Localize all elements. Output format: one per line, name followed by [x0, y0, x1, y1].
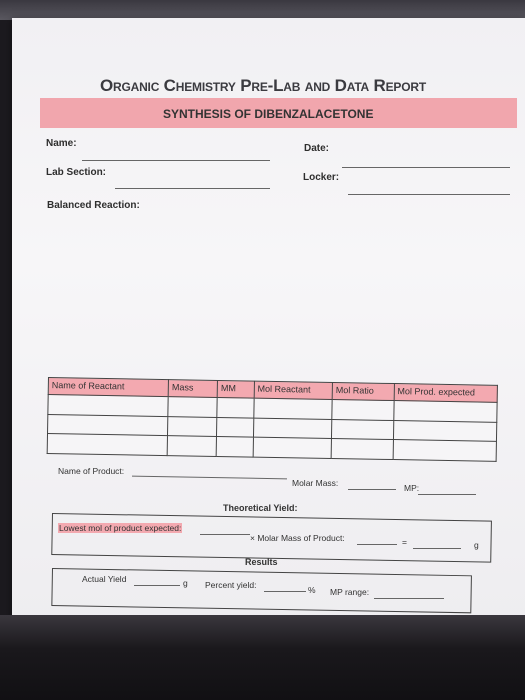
table-cell[interactable]: [253, 418, 332, 439]
table-cell[interactable]: [332, 400, 394, 421]
table-cell[interactable]: [393, 440, 497, 461]
grams-unit: g: [474, 540, 479, 550]
date-label: Date:: [304, 143, 330, 154]
product-molar-mass-field[interactable]: [357, 544, 397, 545]
table-cell[interactable]: [331, 439, 393, 460]
molar-mass-label: Molar Mass:: [292, 478, 339, 488]
table-cell[interactable]: [393, 420, 497, 441]
molar-mass-field[interactable]: [348, 489, 396, 490]
product-molar-mass-label: × Molar Mass of Product:: [250, 533, 345, 543]
table-cell[interactable]: [167, 436, 216, 456]
table-cell[interactable]: [168, 417, 217, 437]
date-field[interactable]: [342, 167, 510, 168]
theoretical-yield-field[interactable]: [413, 548, 461, 549]
table-cell[interactable]: [47, 434, 167, 456]
mp-field[interactable]: [418, 494, 476, 495]
actual-yield-unit: g: [183, 578, 188, 588]
mp-label: MP:: [404, 483, 420, 493]
header-mol-reactant: Mol Reactant: [254, 381, 333, 400]
table-cell[interactable]: [331, 419, 393, 440]
equals-sign: =: [402, 537, 407, 547]
table-cell[interactable]: [217, 398, 254, 418]
header-mm: MM: [217, 380, 254, 398]
table-cell[interactable]: [168, 397, 217, 417]
percent-yield-label: Percent yield:: [205, 580, 257, 590]
lowest-mol-label: Lowest mol of product expected:: [59, 523, 182, 533]
desk-background: [0, 0, 525, 20]
theoretical-yield-heading: Theoretical Yield:: [223, 503, 298, 513]
balanced-reaction-label: Balanced Reaction:: [47, 200, 140, 211]
table-cell[interactable]: [48, 414, 168, 436]
actual-yield-label: Actual Yield: [82, 574, 127, 584]
header-mol-ratio: Mol Ratio: [332, 382, 394, 401]
lowest-mol-field[interactable]: [200, 534, 250, 535]
report-subtitle: SYNTHESIS OF DIBENZALACETONE: [163, 107, 374, 121]
name-label: Name:: [46, 138, 77, 149]
lab-section-field[interactable]: [115, 188, 270, 189]
header-mol-prod-expected: Mol Prod. expected: [394, 384, 498, 403]
table-cell[interactable]: [48, 395, 168, 417]
table-cell[interactable]: [217, 417, 254, 437]
mp-range-label: MP range:: [330, 587, 370, 597]
shadow-area: [0, 615, 525, 700]
header-mass: Mass: [168, 380, 217, 398]
table-cell[interactable]: [216, 437, 253, 457]
header-name-of-reactant: Name of Reactant: [48, 378, 168, 398]
report-title: Organic Chemistry Pre-Lab and Data Report: [100, 76, 426, 95]
product-name-label: Name of Product:: [58, 466, 125, 476]
mp-range-field[interactable]: [374, 598, 444, 599]
results-heading: Results: [245, 557, 278, 567]
percent-yield-field[interactable]: [264, 591, 306, 592]
locker-field[interactable]: [348, 194, 510, 195]
locker-label: Locker:: [303, 172, 340, 183]
table-cell[interactable]: [253, 399, 332, 420]
table-cell[interactable]: [253, 438, 332, 459]
reactant-table: [47, 377, 498, 462]
lab-section-label: Lab Section:: [46, 167, 107, 178]
name-field[interactable]: [82, 160, 270, 161]
actual-yield-field[interactable]: [134, 585, 180, 586]
table-cell[interactable]: [393, 401, 497, 422]
percent-unit: %: [308, 585, 316, 595]
